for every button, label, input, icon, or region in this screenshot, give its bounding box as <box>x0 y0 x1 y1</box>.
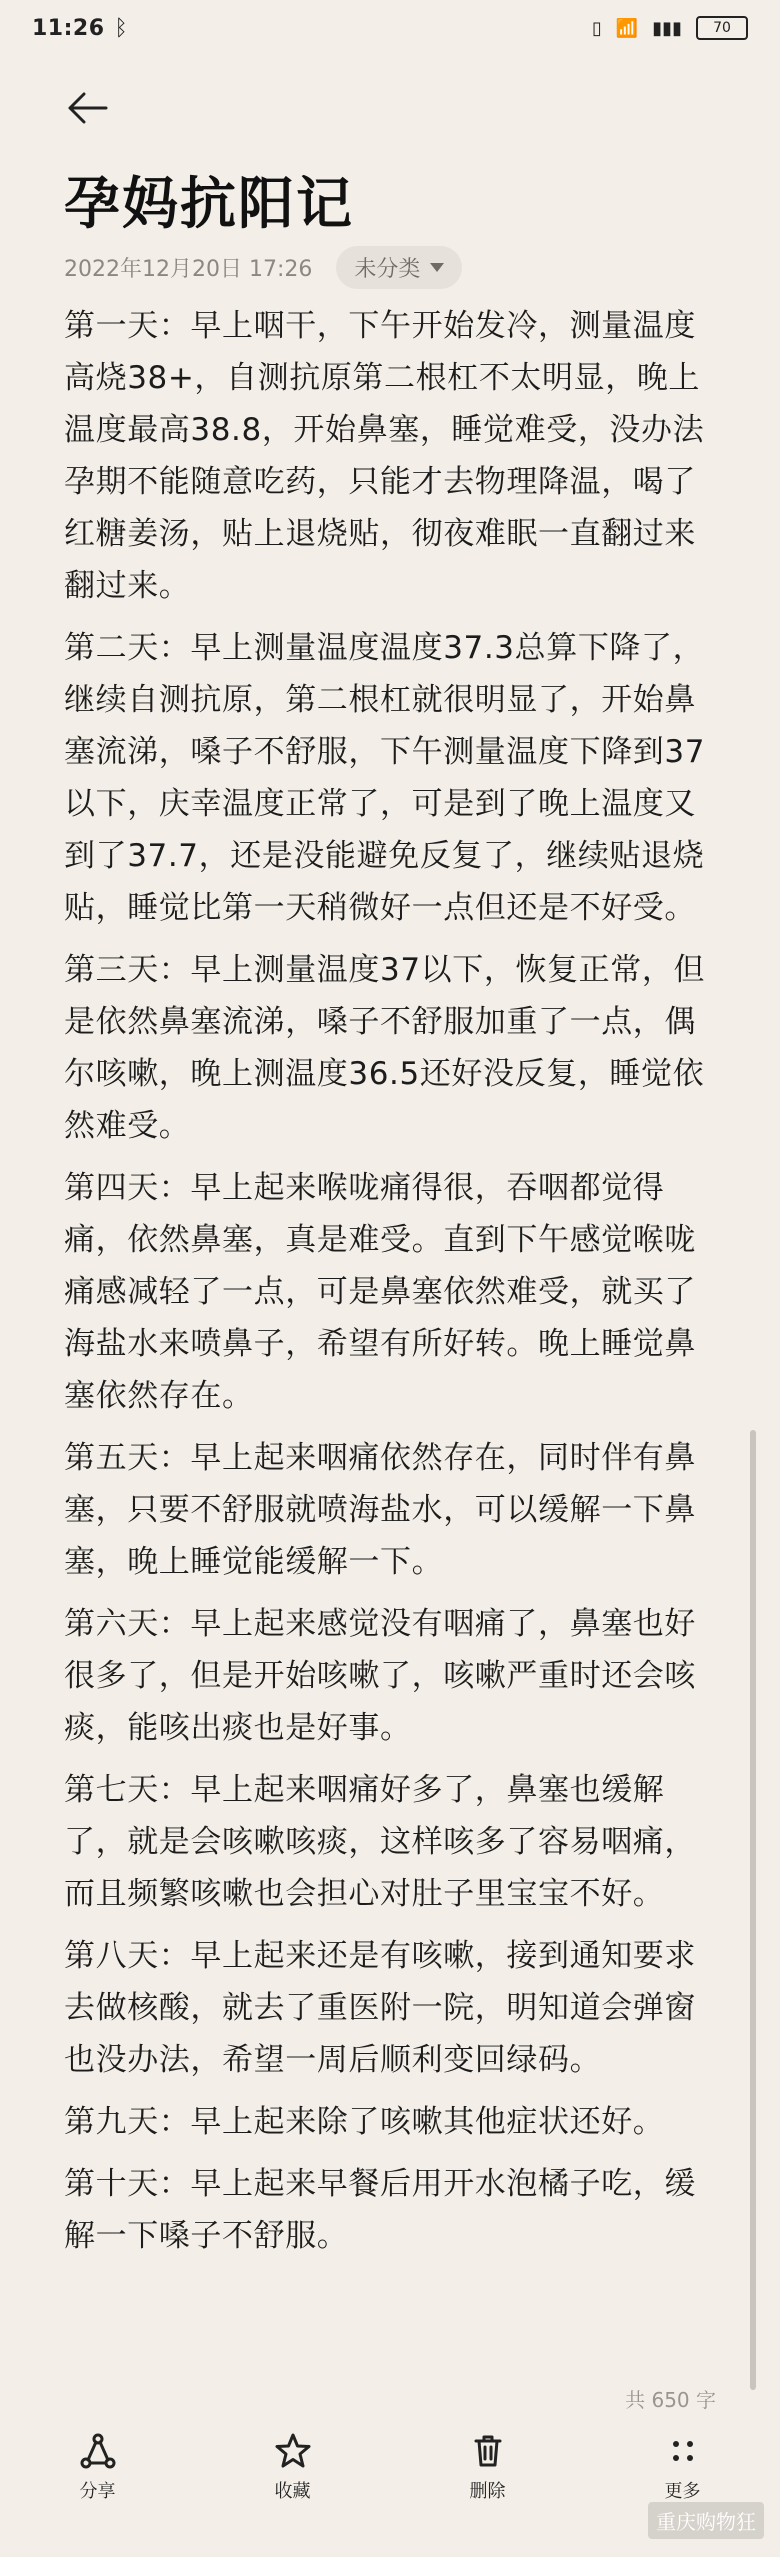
note-paragraph-6: 第六天：早上起来感觉没有咽痛了，鼻塞也好很多了，但是开始咳嗽了，咳嗽严重时还会咳痰，能咳出痰也是好事。 <box>64 1606 696 1746</box>
note-date: 2022年12月20日 17:26 <box>64 257 313 282</box>
arrow-left-icon <box>68 92 108 124</box>
trash-icon <box>468 2431 508 2471</box>
note-paragraph-3: 第三天：早上测量温度37以下，恢复正常，但是依然鼻塞流涕，嗓子不舒服加重了一点，偶尔咳嗽，晚上测温度36.5还好没反复，睡觉依然难受。 <box>64 952 706 1144</box>
wifi-icon: 📶 <box>615 17 639 39</box>
word-count: 共 650 字 <box>625 2388 716 2412</box>
category-selector[interactable] <box>336 246 462 289</box>
status-time: 11:26 <box>32 15 105 41</box>
scrollbar[interactable] <box>750 1430 756 2390</box>
signal-icon: ▮▮▮ <box>652 17 682 39</box>
delete-label: 删除 <box>469 2481 506 2502</box>
star-icon <box>273 2431 313 2471</box>
note-paragraph-9: 第九天：早上起来除了咳嗽其他症状还好。 <box>64 2104 665 2140</box>
back-button[interactable] <box>60 80 116 136</box>
bluetooth-icon: ᛒ <box>114 15 128 41</box>
share-button[interactable] <box>28 2431 168 2503</box>
status-bar <box>0 0 780 56</box>
note-content[interactable] <box>64 300 714 2272</box>
share-icon <box>78 2431 118 2471</box>
more-label: 更多 <box>664 2481 701 2502</box>
watermark: 重庆购物狂 <box>648 2502 764 2539</box>
delete-button[interactable] <box>418 2431 558 2503</box>
category-label: 未分类 <box>354 257 421 282</box>
vibrate-icon: ▯ <box>591 17 602 39</box>
note-paragraph-1: 第一天：早上咽干，下午开始发冷，测量温度高烧38+，自测抗原第二根杠不太明显，晚上温度最高38.8，开始鼻塞，睡觉难受，没办法孕期不能随意吃药，只能才去物理降温，喝了红糖姜汤，贴上退烧贴，彻夜难眠一直翻过来翻过来。 <box>64 308 705 604</box>
status-right <box>592 16 748 40</box>
favorite-button[interactable] <box>223 2431 363 2503</box>
note-meta <box>64 246 462 289</box>
share-label: 分享 <box>79 2481 116 2502</box>
note-paragraph-7: 第七天：早上起来咽痛好多了，鼻塞也缓解了，就是会咳嗽咳痰，这样咳多了容易咽痛，而且频繁咳嗽也会担心对肚子里宝宝不好。 <box>64 1772 696 1912</box>
note-paragraph-10: 第十天：早上起来早餐后用开水泡橘子吃，缓解一下嗓子不舒服。 <box>64 2166 696 2254</box>
favorite-label: 收藏 <box>274 2481 311 2502</box>
battery-indicator: 70 <box>696 16 748 40</box>
more-dots-icon <box>663 2431 703 2471</box>
note-paragraph-5: 第五天：早上起来咽痛依然存在，同时伴有鼻塞，只要不舒服就喷海盐水，可以缓解一下鼻塞，晚上睡觉能缓解一下。 <box>64 1440 696 1580</box>
note-paragraph-8: 第八天：早上起来还是有咳嗽，接到通知要求去做核酸，就去了重医附一院，明知道会弹窗也没办法，希望一周后顺利变回绿码。 <box>64 1938 696 2078</box>
note-paragraph-4: 第四天：早上起来喉咙痛得很，吞咽都觉得痛，依然鼻塞，真是难受。直到下午感觉喉咙痛感减轻了一点，可是鼻塞依然难受，就买了海盐水来喷鼻子，希望有所好转。晚上睡觉鼻塞依然存在。 <box>64 1170 696 1414</box>
note-title: 孕妈抗阳记 <box>64 172 354 237</box>
more-button[interactable] <box>613 2431 753 2503</box>
status-left <box>32 16 128 41</box>
note-paragraph-2: 第二天：早上测量温度温度37.3总算下降了，继续自测抗原，第二根杠就很明显了，开始鼻塞流涕，嗓子不舒服，下午测量温度下降到37以下，庆幸温度正常了，可是到了晚上温度又到了37.7，还是没能避免反复了，继续贴退烧贴，睡觉比第一天稍微好一点但还是不好受。 <box>64 630 706 926</box>
chevron-down-icon <box>430 263 444 272</box>
